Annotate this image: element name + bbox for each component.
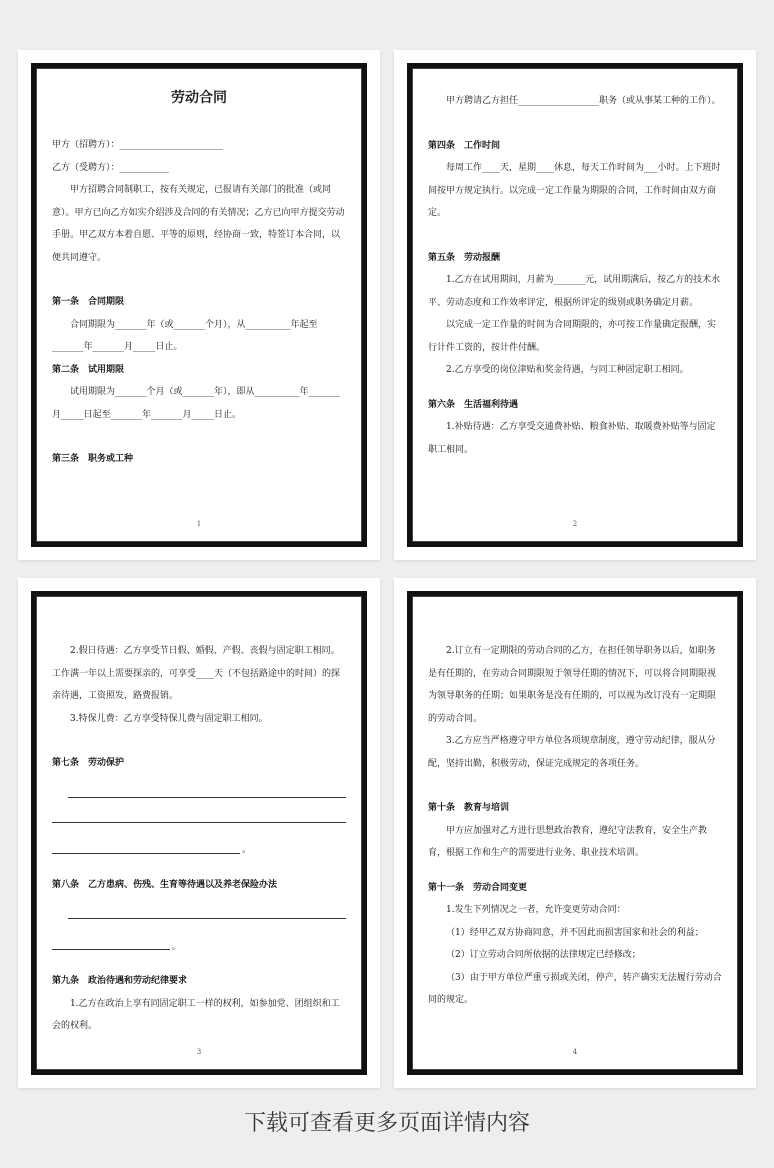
fill-in-line: [52, 837, 240, 854]
section-heading: 第七条 劳动保护: [52, 758, 125, 768]
section-text: 1.乙方在政治上享有同固定职工一样的权利，如参加党、团组织和工会的权利。: [52, 998, 340, 1031]
document-title: 劳动合同: [171, 90, 227, 106]
page-number: 4: [572, 1048, 578, 1056]
section-heading: 第二条 试用期限: [52, 364, 125, 375]
fill-in-line: [68, 902, 346, 919]
intro-paragraph: 甲方招聘合同制职工，按有关规定，已报请有关部门的批准（或同意）。甲方已向乙方如实介绍涉及合同的有关情况；乙方已向甲方提交劳动手册。甲乙双方本着自愿、平等的原则，经协商一致，特签订本合同，以便共同遵守。: [52, 185, 345, 263]
page-number: 1: [196, 520, 202, 528]
fill-in-line: [68, 781, 346, 798]
section-text: 3.特保儿费：乙方享受特保儿费与固定职工相同。: [70, 713, 268, 724]
page-number: 2: [572, 520, 578, 528]
section-heading: 第三条 职务或工种: [52, 454, 134, 464]
section-heading: 第五条 劳动报酬: [428, 252, 501, 263]
document-page-1: [18, 50, 380, 560]
section-heading: 第十条 教育与培训: [428, 803, 510, 813]
download-caption[interactable]: 下载可查看更多页面详情内容: [243, 1111, 530, 1136]
page-number: 3: [196, 1048, 202, 1056]
section-text: 甲方应加强对乙方进行思想政治教育，遵纪守法教育，安全生产教育，根据工作和生产的需要进行业务、职业技术培训。: [428, 825, 708, 858]
section-text: 合同期限为_______年（或_______个月），从__________年起至_______年_______月_____日止。: [52, 319, 318, 352]
section-text: （2）订立劳动合同所依据的法律规定已经修改；: [446, 950, 641, 960]
section-text: 3.乙方应当严格遵守甲方单位各项规章制度，遵守劳动纪律，服从分配，坚持出勤，积极劳动，保证完成规定的各项任务。: [428, 736, 716, 769]
job-paragraph: 甲方聘请乙方担任__________________职务（或从事某工种的工作）。: [446, 96, 721, 106]
section-heading: 第四条 工作时间: [428, 140, 501, 151]
section-heading: 第九条 政治待遇和劳动纪律要求: [52, 976, 188, 986]
section-text: 试用期限为_______个月（或_______年），即从__________年_______月_____日起至_______年_______月_____日止。: [52, 387, 341, 420]
section-heading: 第十一条 劳动合同变更: [428, 882, 528, 893]
section-text: 1.发生下列情况之一者，允许变更劳动合同：: [446, 905, 626, 915]
section-text: 2.假日待遇：乙方享受节日假、婚假、产假、丧假与固定职工相同。工作满一年以上需要探亲的，可享受____天（不包括路途中的时间）的探亲待遇，工资照发，路费报销。: [52, 646, 341, 701]
document-page-3: [18, 578, 380, 1088]
section-heading: 第一条 合同期限: [52, 297, 125, 307]
party-b-line: 乙方（受聘方）：___________: [52, 162, 170, 173]
party-a-line: 甲方（招聘方）：_______________________: [52, 140, 224, 150]
line-end-mark: 。: [242, 845, 252, 855]
section-text: （1）经甲乙双方协商同意，并不因此而损害国家和社会的利益；: [446, 927, 704, 938]
document-page-2: [394, 50, 756, 560]
section-heading: 第六条 生活福利待遇: [428, 399, 519, 410]
line-end-mark: 。: [171, 941, 181, 952]
section-text: 1.补贴待遇：乙方享受交通费补贴、粮食补贴、取暖费补贴等与固定职工相同。: [428, 422, 716, 455]
section-text: 以完成一定工作量的时间为合同期限的，亦可按工作量确定报酬，实行计件工资的，按计件付酬。: [428, 320, 717, 353]
fill-in-line: [52, 806, 346, 823]
section-text: （3）由于甲方单位严重亏损或关闭，停产，转产确实无法履行劳动合同的规定。: [428, 972, 722, 1005]
document-page-4: [394, 578, 756, 1088]
section-text: 1.乙方在试用期间，月薪为_______元，试用期满后，按乙方的技术水平、劳动态度和工作效率评定，根据所评定的级别或职务确定月薪。: [428, 275, 721, 308]
fill-in-line: [52, 933, 170, 950]
section-text: 2.订立有一定期限的劳动合同的乙方，在担任领导职务以后，如职务是有任期的，在劳动合同期限短于领导任期的情况下，可以将合同期限视为领导职务的任期；如果职务是没有任期的，可以视为改订没有一定期限的劳动合同。: [428, 646, 717, 724]
section-heading: 第八条 乙方患病、伤残、生育等待遇以及养老保险办法: [52, 879, 278, 890]
section-text: 每周工作____天，星期____休息，每天工作时间为___小时。上下班时间按甲方规定执行。以完成一定工作量为期限的合同，工作时间由双方商定。: [428, 163, 721, 218]
section-text: 2.乙方享受的岗位津贴和奖金待遇，与同工种固定职工相同。: [446, 365, 689, 375]
